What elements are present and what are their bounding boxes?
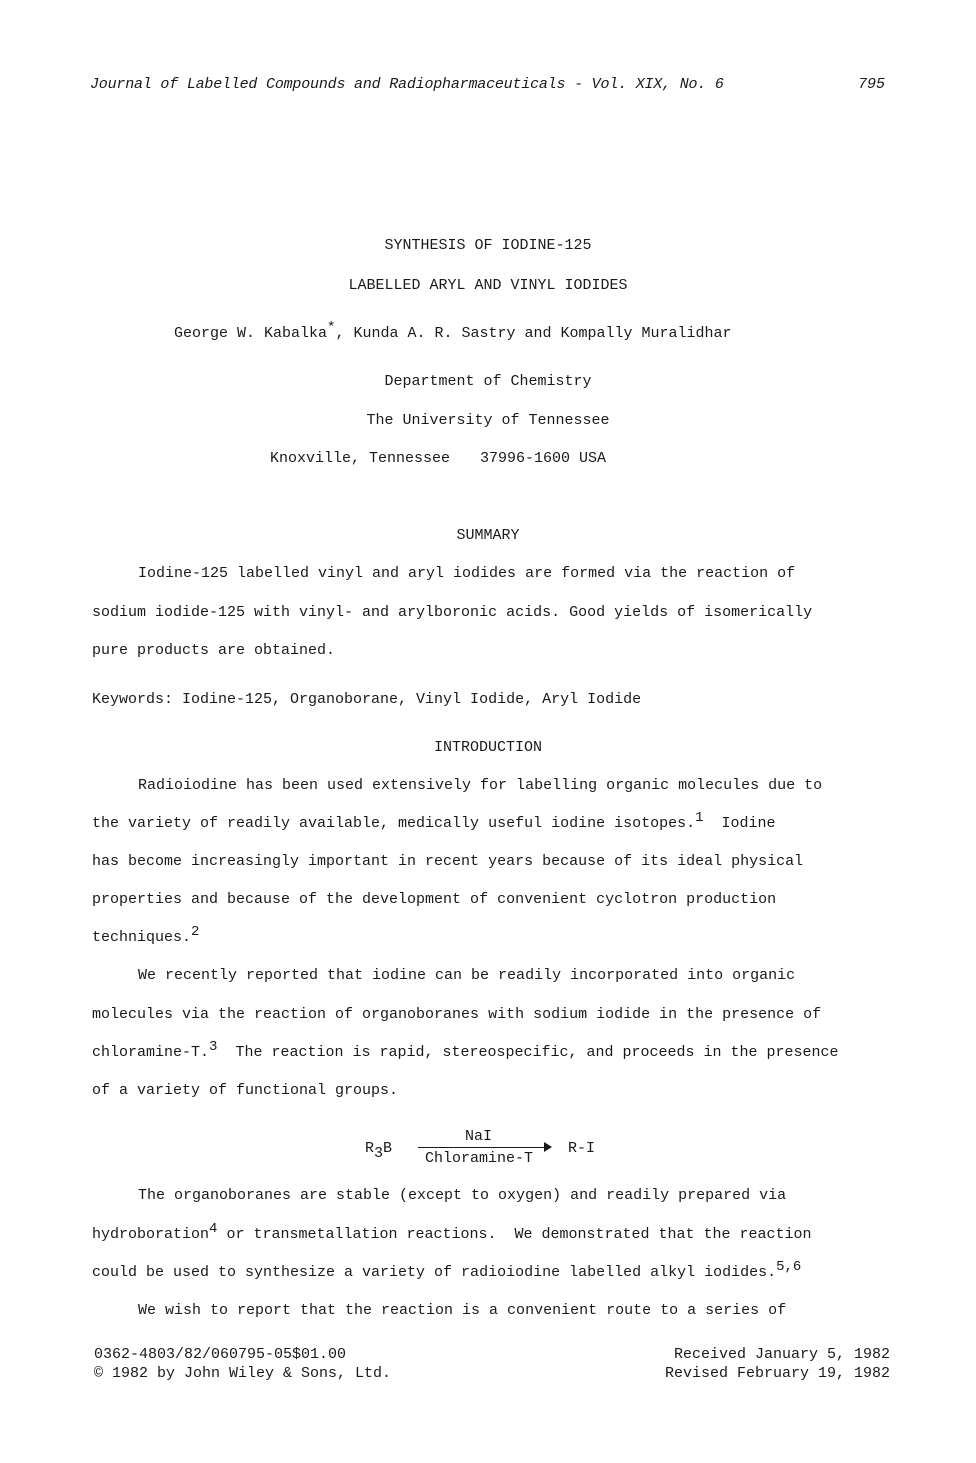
equation-arrow-head <box>544 1142 552 1152</box>
intro-p2-line-1: We recently reported that iodine can be readily incorporated into organic <box>138 967 796 984</box>
equation-reactant-r: R <box>365 1140 375 1157</box>
intro-p3-line-2-tail: or transmetallation reactions. We demonstrated that the reaction <box>217 1226 812 1243</box>
intro-p1-line-1: Radioiodine has been used extensively for labelling organic molecules due to <box>138 777 823 794</box>
summary-heading: SUMMARY <box>456 527 520 544</box>
intro-p3-line-2 <box>92 1221 892 1243</box>
equation-product: R-I <box>568 1140 596 1157</box>
equation-reagent-over: NaI <box>465 1128 493 1145</box>
intro-p1-line-2-text: the variety of readily available, medically useful iodine isotopes. <box>92 815 696 832</box>
summary-line-3: pure products are obtained. <box>92 642 336 659</box>
intro-p2-line-3-text: chloramine-T. <box>92 1044 210 1061</box>
intro-p1-line-2 <box>92 810 892 832</box>
intro-p2-line-3 <box>92 1039 892 1061</box>
footer-code: 0362-4803/82/060795-05$01.00 <box>94 1346 347 1363</box>
equation-arrow-line <box>418 1147 550 1148</box>
authors <box>174 320 732 342</box>
intro-p1-line-2-tail: Iodine <box>703 815 776 832</box>
intro-p1-line-4: properties and because of the development of convenient cyclotron production <box>92 891 777 908</box>
intro-p3-line-3-text: could be used to synthesize a variety of radioiodine labelled alkyl iodides. <box>92 1264 777 1281</box>
summary-line-1: Iodine-125 labelled vinyl and aryl iodides are formed via the reaction of <box>138 565 796 582</box>
footer-revised: Revised February 19, 1982 <box>664 1365 890 1382</box>
intro-p4-line-1: We wish to report that the reaction is a convenient route to a series of <box>138 1302 787 1319</box>
corresponding-author-mark: * <box>327 320 336 336</box>
author-first: George W. Kabalka <box>174 325 328 342</box>
intro-p3-line-2-text: hydroboration <box>92 1226 210 1243</box>
authors-rest: , Kunda A. R. Sastry and Kompally Muralidhar <box>335 325 732 342</box>
title-line-1: SYNTHESIS OF IODINE-125 <box>384 237 592 254</box>
intro-p1-line-5 <box>92 924 892 946</box>
intro-p3-line-1: The organoboranes are stable (except to oxygen) and readily prepared via <box>138 1187 787 1204</box>
equation-reactant-subscript: 3 <box>374 1145 384 1162</box>
reaction-equation <box>360 1128 620 1172</box>
intro-p2-line-3-tail: The reaction is rapid, stereospecific, and proceeds in the presence <box>217 1044 839 1061</box>
intro-p1-line-5-text: techniques. <box>92 929 192 946</box>
intro-p2-line-4: of a variety of functional groups. <box>92 1082 399 1099</box>
reference-5-6: 5,6 <box>776 1259 802 1275</box>
affiliation-zip: 37996-1600 USA <box>480 450 607 467</box>
affiliation-university: The University of Tennessee <box>366 412 610 429</box>
reference-4: 4 <box>209 1221 218 1237</box>
intro-p2-line-2: molecules via the reaction of organoboranes with sodium iodide in the presence of <box>92 1006 822 1023</box>
affiliation-city: Knoxville, Tennessee <box>270 450 451 467</box>
reference-3: 3 <box>209 1039 218 1055</box>
affiliation-address <box>270 450 606 467</box>
journal-running-head: Journal of Labelled Compounds and Radiopharmaceuticals - Vol. XIX, No. 6 <box>90 76 724 93</box>
equation-reagent-under: Chloramine-T <box>425 1150 534 1167</box>
title-line-2: LABELLED ARYL AND VINYL IODIDES <box>348 277 628 294</box>
page-number: 795 <box>858 76 886 93</box>
equation-reactant <box>365 1140 393 1162</box>
summary-line-2: sodium iodide-125 with vinyl- and arylboronic acids. Good yields of isomerically <box>92 604 813 621</box>
intro-p3-line-3 <box>92 1259 892 1281</box>
keywords: Keywords: Iodine-125, Organoborane, Vinyl Iodide, Aryl Iodide <box>92 691 642 708</box>
reference-1: 1 <box>695 810 704 826</box>
footer-copyright: © 1982 by John Wiley & Sons, Ltd. <box>94 1365 392 1382</box>
equation-reactant-b: B <box>383 1140 393 1157</box>
footer-received: Received January 5, 1982 <box>673 1346 890 1363</box>
introduction-heading: INTRODUCTION <box>433 739 543 756</box>
reference-2: 2 <box>191 924 200 940</box>
affiliation-department: Department of Chemistry <box>384 373 592 390</box>
intro-p1-line-3: has become increasingly important in recent years because of its ideal physical <box>92 853 804 870</box>
